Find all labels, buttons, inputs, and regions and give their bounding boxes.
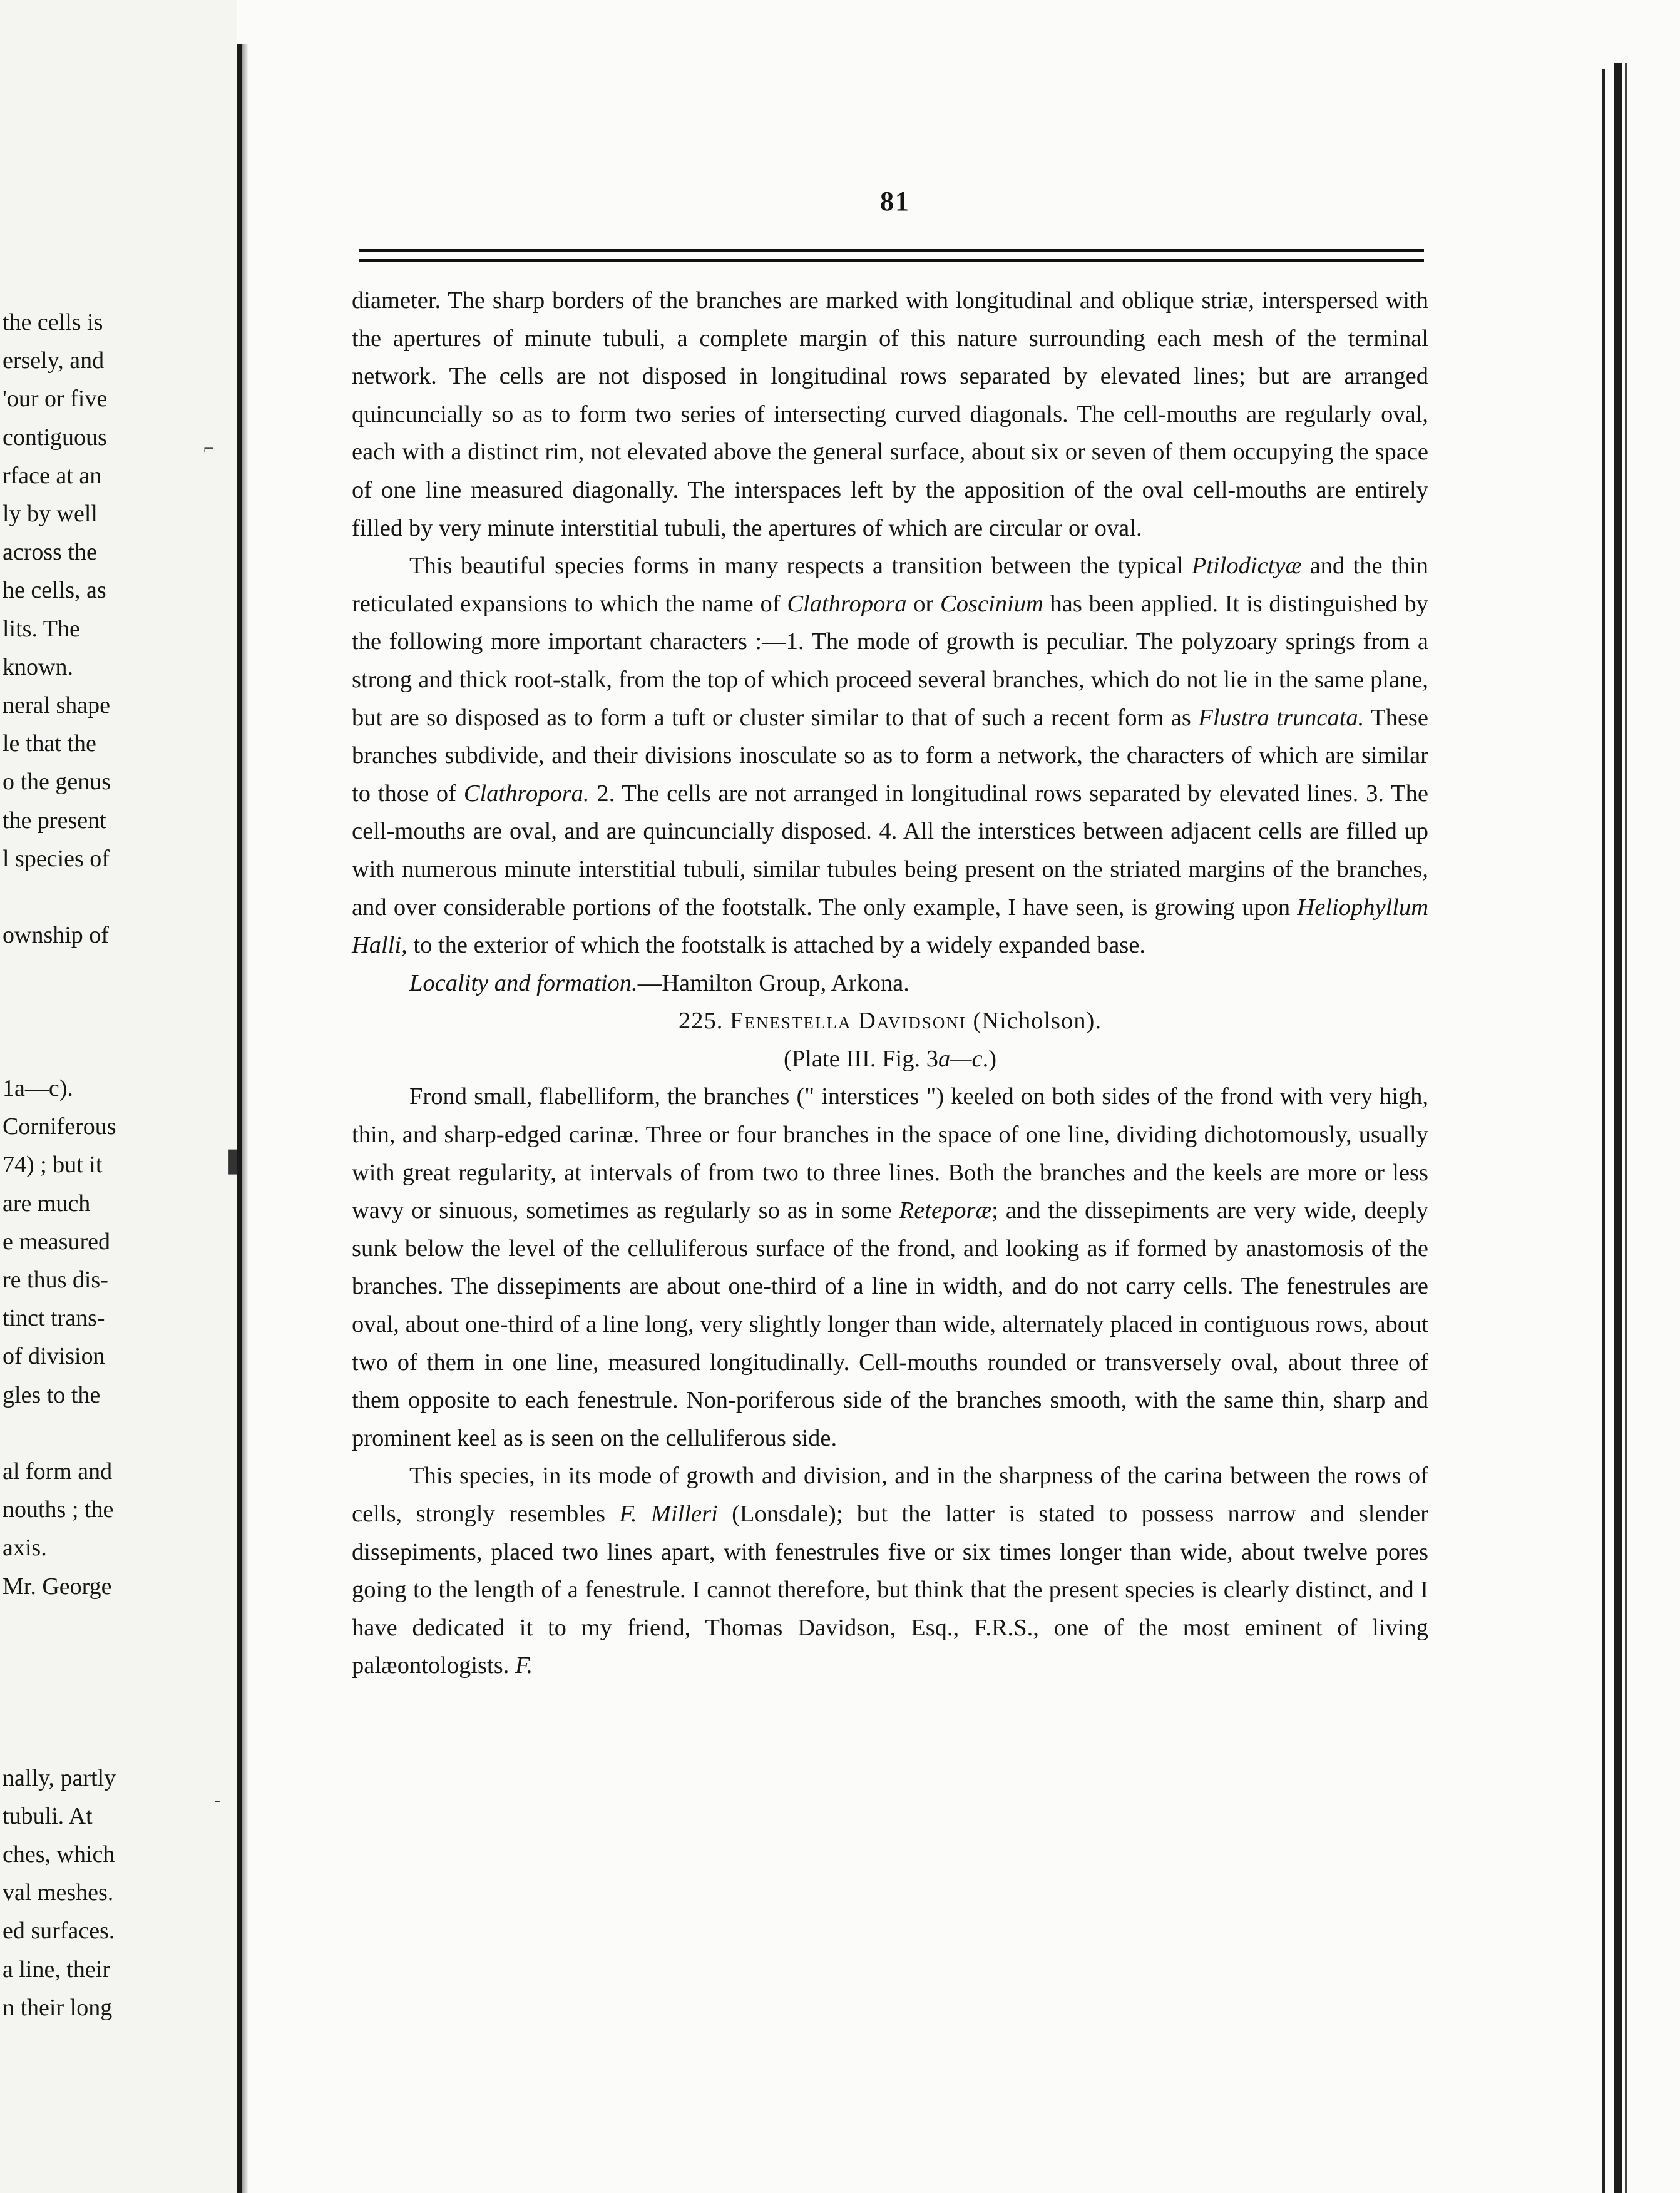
facing-page-line [0,381,237,417]
facing-page-line [0,1645,237,1681]
facing-page-text: ed surfaces. [3,1918,115,1945]
facing-page-text: known. [3,653,73,680]
facing-page-line [0,1032,237,1068]
facing-page-text: 1a—c). [3,1075,73,1102]
facing-page-text: tubuli. At [3,1802,93,1829]
text-run: 2. The cells are not arranged in longitudinal rows separated by elevated lines. 3. The cell-mouths are oval, and are quincuncially disposed. 4. All the interstices between adjacent cells are filled up with numerous minute interstitial tubuli, similar tubules being present on the striated margins of the branches, and over considerable portions of the footstalk. The only example, I have seen, is growing upon [352,780,1428,921]
facing-page-line [0,1990,237,2026]
locality-text: —Hamilton Group, Arkona. [637,969,909,996]
facing-page-line [0,419,237,456]
header-rule-bottom [359,259,1424,262]
species-author: (Nicholson). [973,1008,1102,1035]
text-run: to the exterior of which the footstalk is attached by a widely expanded base. [407,932,1145,959]
facing-page-line [0,764,237,800]
margin-mark: ‐ [214,1790,220,1811]
taxon-name: Coscinium [940,590,1043,617]
plate-suffix: .) [982,1045,997,1072]
facing-page-line [0,304,237,340]
facing-page-text: rface at an [3,462,102,489]
facing-page-text: al form and [3,1458,113,1485]
facing-page-line [0,1760,237,1796]
paragraph-comparison [352,1457,1428,1685]
facing-page-line [0,1913,237,1949]
plate-reference [352,1040,1428,1078]
facing-page-text: axis. [3,1535,47,1562]
taxon-name: Reteporæ [899,1197,992,1224]
species-name: Davidsoni [858,1008,966,1035]
facing-page-line [0,1108,237,1145]
facing-page-line [0,1453,237,1490]
paragraph-transition [352,547,1428,964]
taxon-name: Clathropora [787,590,907,617]
taxon-name: Heliophyllum Halli, [352,894,1428,959]
facing-page-line [0,1568,237,1605]
text-run: These branches subdivide, and their divisions inosculate so as to form a network, the characters of which are similar to those of [352,704,1428,807]
facing-page-line [0,1338,237,1374]
facing-page-line [0,687,237,723]
facing-page-text: 'our or five [3,386,108,412]
locality-line [352,964,1428,1003]
facing-page-line [0,1836,237,1873]
facing-page-line [0,917,237,953]
paragraph-diameter [352,282,1428,547]
facing-page [0,0,237,2193]
facing-page-text: tinct trans- [3,1305,105,1332]
facing-page-line [0,725,237,762]
genus-name: Fenestella [729,1008,852,1035]
facing-page-line [0,1224,237,1260]
facing-page-text: ersely, and [3,347,105,374]
facing-page-line [0,1607,237,1643]
facing-page-text: ches, which [3,1841,115,1868]
facing-page-line [0,572,237,608]
facing-page-line [0,1185,237,1222]
facing-page-text: o the genus [3,769,111,795]
facing-page-line [0,1683,237,1719]
facing-page-text: ownship of [3,922,109,949]
facing-page-line [0,1798,237,1834]
paragraph-description [352,1078,1428,1457]
facing-page-line [0,1377,237,1413]
facing-page-line [0,1300,237,1336]
facing-page-text: ly by well [3,501,98,527]
facing-page-text: across the [3,539,97,566]
facing-page-line [0,1721,237,1757]
text-run: This beautiful species forms in many respects a transition between the typical [409,553,1192,580]
facing-page-text: a line, their [3,1956,110,1983]
facing-page-text: the present [3,807,106,834]
facing-page-line [0,1951,237,1988]
facing-page-text: n their long [3,1994,113,2021]
gutter-line [237,44,242,2193]
text-run: has been applied. It is distinguished by the following more important characters :—1. The mode of growth is peculiar. The polyzoary springs from a strong and thick root-stalk, from the top of which proceed several branches, which do not lie in the same plane, but are so disposed as to form a tuft or cluster similar to that of such a recent form as [352,590,1429,731]
facing-page-line [0,879,237,915]
facing-page-line [0,534,237,570]
facing-page-text: Corniferous [3,1113,116,1140]
facing-page-line [0,955,237,991]
facing-page-line [0,1530,237,1566]
text-run: or [906,590,941,617]
text-run: This species, in its mode of growth and division, and in the sharpness of the carina between the rows of cells, strongly resembles [352,1463,1428,1527]
facing-page-text: of division [3,1343,105,1370]
plate-figure: a—c [938,1045,983,1072]
taxon-name: Clathropora. [463,780,590,807]
facing-page-text: le that the [3,730,96,757]
facing-page-text: neral shape [3,692,110,718]
facing-page-text: Mr. George [3,1573,112,1600]
margin-mark: ⌐ [203,438,214,459]
plate-prefix: (Plate III. Fig. 3 [783,1045,938,1072]
gutter-shadow [242,44,248,2193]
text-run: ; and the dissepiments are very wide, deeply sunk below the level of the celluliferous surface of the frond, and looking as if formed by anastomosis of the branches. The dissepiments are about one-third of a line in width, and do not carry cells. The fenestrules are oval, about one-third of a line long, very slightly longer than wide, alternately placed in contiguous rows, about two of them in one line, measured longitudinally. Cell-mouths rounded or transversely oval, about three of them opposite to each fenestrule. Non-poriferous side of the branches smooth, with the same thin, sharp and prominent keel as is seen on the celluliferous side. [352,1197,1428,1451]
margin-mark: ❚ [222,1146,243,1174]
facing-page-line [0,1262,237,1298]
locality-label: Locality and formation. [409,969,638,996]
taxon-name: Ptilodictyæ [1191,553,1302,580]
text-run: (Lonsdale); but the latter is stated to possess narrow and slender dissepiments, placed two lines apart, with fenestrules five or six times longer than wide, about twelve pores going to the length of a fenestrule. I cannot therefore, but think that the present species is clearly distinct, and I have dedicated it to my friend, Thomas Davidson, Esq., F.R.S., one of the most eminent of living palæontologists. [352,1501,1428,1679]
facing-page-text: lits. The [3,615,80,642]
paragraph-text: diameter. The sharp borders of the branches are marked with longitudinal and oblique striæ, interspersed with the apertures of minute tubuli, a complete margin of this nature surrounding each mesh of the terminal network. The cells are not disposed in longitudinal rows separated by elevated lines; but are arranged quincuncially so as to form two series of intersecting curved diagonals. The cell-mouths are regularly oval, each with a distinct rim, not elevated above the general surface, about six or seven of them occupying the space of one line measured diagonally. The interspaces left by the apposition of the oval cell-mouths are entirely filled by very minute interstitial tubuli, the apertures of which are circular or oval. [352,287,1428,541]
facing-page-text: nouths ; the [3,1496,114,1523]
taxon-name: F. Milleri [619,1501,718,1527]
facing-page-text: 74) ; but it [3,1152,103,1178]
facing-page-line [0,1070,237,1107]
page-edge [1602,69,1605,2193]
species-heading [352,1002,1428,1040]
facing-page-text: e measured [3,1228,110,1255]
facing-page-line [0,841,237,877]
page-edge [1625,63,1627,2193]
facing-page-text: gles to the [3,1381,101,1408]
facing-page-line [0,1147,237,1183]
page-edge [1614,63,1622,2193]
facing-page-line [0,1874,237,1911]
facing-page-line [0,1491,237,1528]
main-text-column [352,282,1428,1685]
header-rule-top [359,249,1424,252]
taxon-name: F. [515,1652,533,1679]
text-run: Frond small, flabelliform, the branches (" interstices ") keeled on both sides of the frond with very high, thin, and sharp-edged carinæ. Three or four branches in the space of one line, dividing dichotomously, usually with great regularity, at intervals of from two to three lines. Both the branches and the keels are more or less wavy or sinuous, sometimes as regularly so as in some [352,1083,1428,1224]
text-run: and the thin reticulated expansions to which the name of [352,553,1428,617]
species-number: 225. [678,1008,724,1035]
facing-page-line [0,802,237,839]
facing-page-text: the cells is [3,309,103,335]
page-number: 81 [880,186,910,217]
facing-page-text: he cells, as [3,577,106,604]
facing-page-line [0,342,237,379]
facing-page-text: re thus dis- [3,1267,108,1293]
facing-page-line [0,611,237,647]
facing-page-text: nally, partly [3,1764,116,1791]
taxon-name: Flustra truncata. [1198,704,1365,731]
facing-page-line [0,496,237,532]
facing-page-text: val meshes. [3,1879,114,1906]
facing-page-line [0,649,237,685]
facing-page-text: l species of [3,845,110,872]
facing-page-text: contiguous [3,424,107,451]
facing-page-line [0,994,237,1030]
facing-page-text: are much [3,1190,91,1217]
facing-page-line [0,1415,237,1451]
facing-page-line [0,458,237,494]
